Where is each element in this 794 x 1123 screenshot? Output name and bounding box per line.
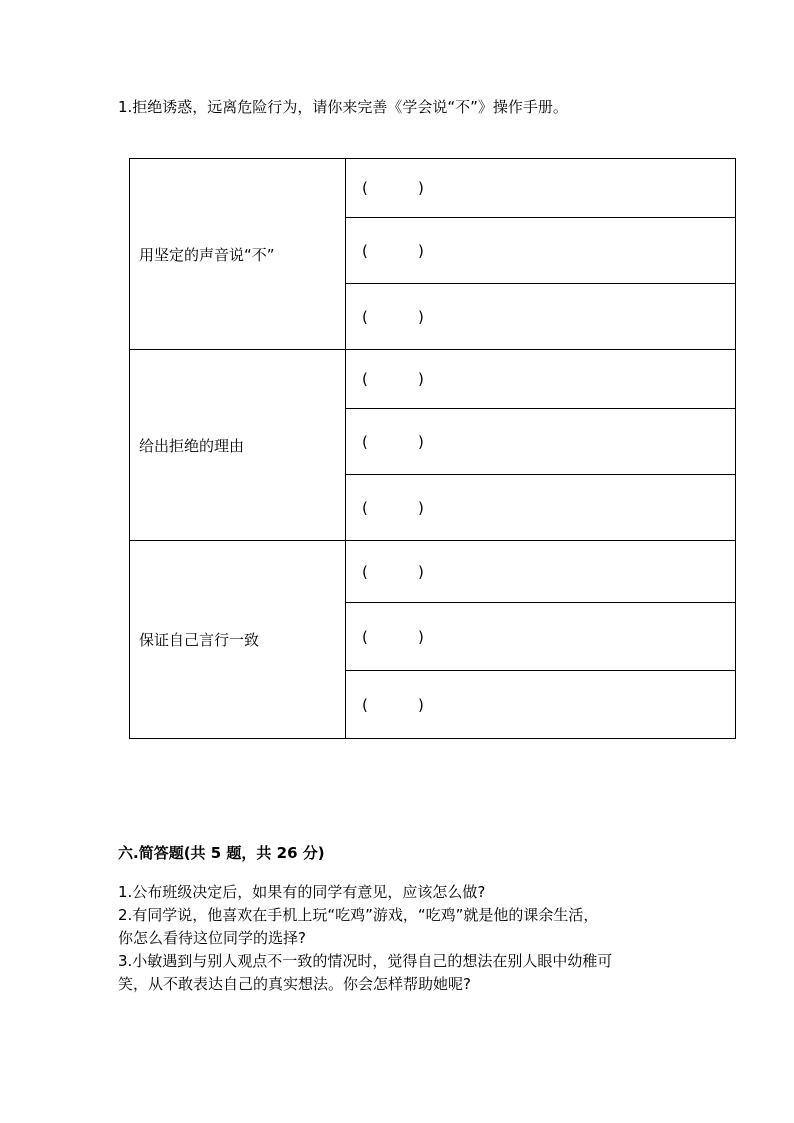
answer-blank: ( ) — [346, 603, 736, 671]
short-answer-questions — [118, 881, 678, 996]
category-cell: 保证自己言行一致 — [130, 541, 346, 739]
answer-blank: ( ) — [346, 409, 736, 475]
answer-blank: ( ) — [346, 541, 736, 603]
table-row — [130, 159, 736, 218]
answer-blank: ( ) — [346, 350, 736, 409]
answer-blank: ( ) — [346, 159, 736, 218]
question-line: 笑，从不敢表达自己的真实想法。你会怎样帮助她呢? — [118, 975, 471, 993]
question-intro: 1.拒绝诱惑，远离危险行为，请你来完善《学会说“不”》操作手册。 — [118, 98, 568, 116]
question-line: 你怎么看待这位同学的选择? — [118, 929, 306, 947]
table-row — [130, 350, 736, 409]
answer-blank: ( ) — [346, 671, 736, 739]
category-cell: 用坚定的声音说“不” — [130, 159, 346, 350]
section-title: 六.简答题(共 5 题，共 26 分) — [118, 844, 325, 862]
answer-blank: ( ) — [346, 218, 736, 284]
answer-blank: ( ) — [346, 475, 736, 541]
answer-blank: ( ) — [346, 284, 736, 350]
question-line: 3.小敏遇到与别人观点不一致的情况时，觉得自己的想法在别人眼中幼稚可 — [118, 952, 613, 970]
table-row — [130, 541, 736, 603]
category-cell: 给出拒绝的理由 — [130, 350, 346, 541]
refusal-manual-table — [129, 158, 736, 739]
question-line: 2.有同学说，他喜欢在手机上玩“吃鸡”游戏，“吃鸡”就是他的课余生活， — [118, 906, 599, 924]
question-line: 1.公布班级决定后，如果有的同学有意见，应该怎么做? — [118, 883, 486, 901]
